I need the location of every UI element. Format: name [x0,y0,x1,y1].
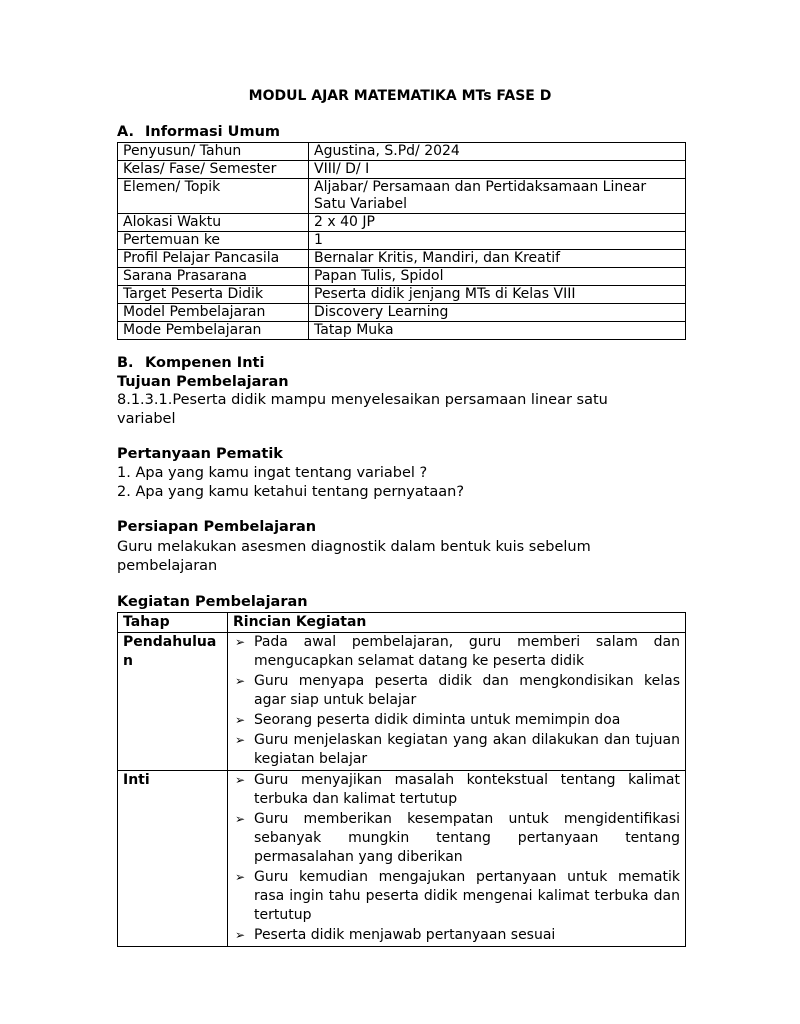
info-key: Mode Pembelajaran [118,322,309,340]
arrow-bullet-icon: ➢ [235,635,246,649]
arrow-bullet-icon: ➢ [235,812,246,826]
kegiatan-table-header [118,613,686,633]
pertanyaan-item-2: 2. Apa yang kamu ketahui tentang pernyataan? [117,484,465,500]
arrow-bullet-icon: ➢ [235,674,246,688]
list-item-text: Peserta didik menjawab pertanyaan sesuai [254,927,556,943]
info-row [118,214,686,232]
info-value: Papan Tulis, Spidol [309,268,686,286]
list-item [233,926,680,945]
list-item [233,711,680,730]
section-b-label: Kompenen Inti [145,355,265,371]
list-item [233,868,680,925]
section-a-label: Informasi Umum [145,124,280,140]
pertanyaan-item-1: 1. Apa yang kamu ingat tentang variabel ? [117,465,428,481]
info-row [118,143,686,161]
info-row [118,322,686,340]
list-item-text: Guru menjelaskan kegiatan yang akan dilakukan dan tujuan kegiatan belajar [254,732,680,767]
list-item [233,771,680,809]
info-row [118,268,686,286]
kegiatan-row [118,771,686,947]
arrow-bullet-icon: ➢ [235,713,246,727]
info-key: Target Peserta Didik [118,286,309,304]
list-item-text: Seorang peserta didik diminta untuk memimpin doa [254,712,621,728]
info-value: Agustina, S.Pd/ 2024 [309,143,686,161]
list-item-text: Guru kemudian mengajukan pertanyaan untuk mematik rasa ingin tahu peserta didik mengenai kalimat terbuka dan tertutup [254,869,680,923]
tujuan-heading: Tujuan Pembelajaran [117,374,289,390]
arrow-bullet-icon: ➢ [235,773,246,787]
kegiatan-table-wrapper [110,612,700,943]
section-a-number: A. [117,124,134,140]
info-row [118,161,686,179]
section-a-heading [117,123,280,141]
info-key: Alokasi Waktu [118,214,309,232]
info-key: Model Pembelajaran [118,304,309,322]
info-value: 2 x 40 JP [309,214,686,232]
info-key: Penyusun/ Tahun [118,143,309,161]
info-value: Aljabar/ Persamaan dan Pertidaksamaan Linear Satu Variabel [309,179,686,214]
info-table [117,142,686,340]
col-detail-header: Rincian Kegiatan [228,613,686,633]
kegiatan-table [117,612,686,947]
list-item [233,672,680,710]
kegiatan-stage: Pendahuluan [118,633,228,771]
kegiatan-row [118,633,686,771]
info-key: Pertemuan ke [118,232,309,250]
page-title: MODUL AJAR MATEMATIKA MTs FASE D [248,88,552,104]
info-key: Kelas/ Fase/ Semester [118,161,309,179]
kegiatan-stage: Inti [118,771,228,947]
arrow-bullet-icon: ➢ [235,733,246,747]
kegiatan-bullet-list [233,633,680,769]
info-value: Bernalar Kritis, Mandiri, dan Kreatif [309,250,686,268]
info-value: 1 [309,232,686,250]
kegiatan-bullet-list [233,771,680,945]
info-value: Discovery Learning [309,304,686,322]
arrow-bullet-icon: ➢ [235,870,246,884]
info-key: Sarana Prasarana [118,268,309,286]
list-item [233,633,680,671]
pertanyaan-heading: Pertanyaan Pematik [117,446,283,462]
list-item-text: Guru menyajikan masalah kontekstual tentang kalimat terbuka dan kalimat tertutup [254,772,680,807]
info-value: Tatap Muka [309,322,686,340]
arrow-bullet-icon: ➢ [235,928,246,942]
info-row [118,250,686,268]
info-key: Profil Pelajar Pancasila [118,250,309,268]
list-item [233,731,680,769]
section-b-heading [117,354,264,372]
section-b-number: B. [117,355,134,371]
persiapan-heading: Persiapan Pembelajaran [117,519,317,535]
list-item-text: Guru menyapa peserta didik dan mengkondisikan kelas agar siap untuk belajar [254,673,680,708]
tujuan-text: 8.1.3.1.Peserta didik mampu menyelesaikan persamaan linear satu variabel [117,392,608,427]
kegiatan-details [228,771,686,947]
info-value: Peserta didik jenjang MTs di Kelas VIII [309,286,686,304]
info-row [118,286,686,304]
list-item-text: Pada awal pembelajaran, guru memberi salam dan mengucapkan selamat datang ke peserta didik [254,634,680,669]
list-item-text: Guru memberikan kesempatan untuk mengidentifikasi sebanyak mungkin tentang pertanyaan tentang permasalahan yang diberikan [254,811,680,865]
kegiatan-details [228,633,686,771]
list-item [233,810,680,867]
col-stage-header: Tahap [118,613,228,633]
info-row [118,304,686,322]
info-row [118,232,686,250]
info-key: Elemen/ Topik [118,179,309,214]
persiapan-text: Guru melakukan asesmen diagnostik dalam bentuk kuis sebelum pembelajaran [117,539,591,574]
info-value: VIII/ D/ I [309,161,686,179]
info-row [118,179,686,214]
kegiatan-heading: Kegiatan Pembelajaran [117,594,308,610]
